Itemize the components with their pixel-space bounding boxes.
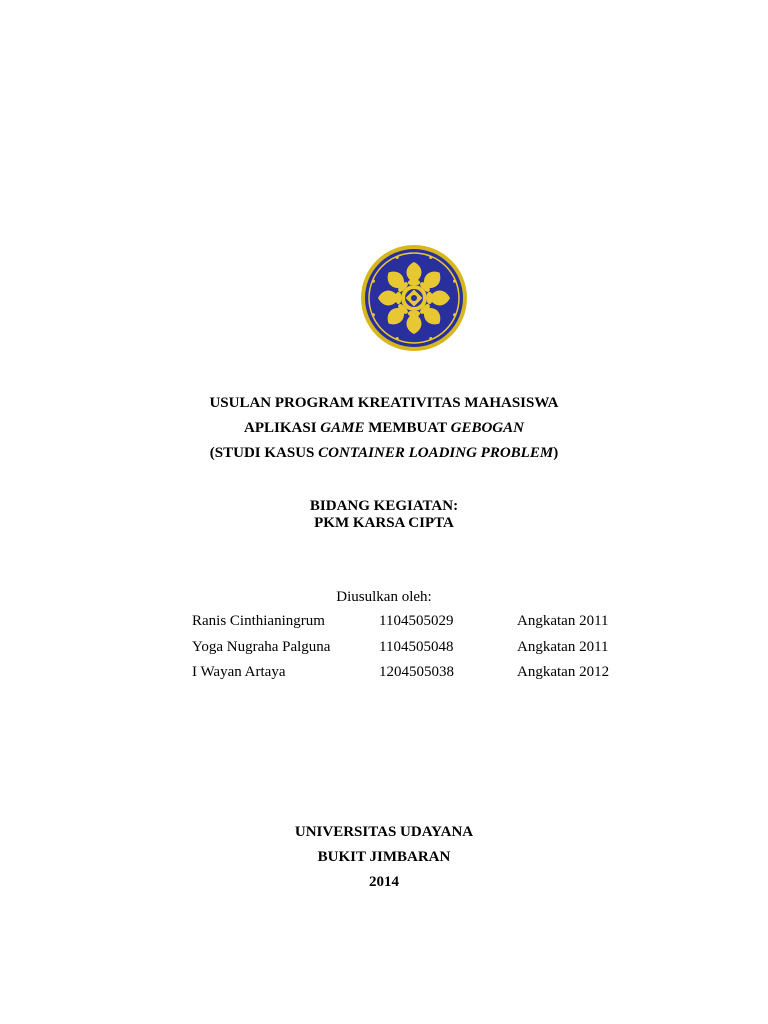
title-line2-part-b: GAME	[320, 420, 365, 436]
member-nim: 1204505038	[379, 664, 454, 680]
member-name: Yoga Nugraha Palguna	[192, 639, 331, 655]
title-line3-part-a: (STUDI KASUS	[209, 445, 319, 461]
title-line2-part-a: APLIKASI	[244, 420, 321, 436]
member-year: Angkatan 2011	[517, 613, 609, 629]
field-label: BIDANG KEGIATAN:	[309, 498, 459, 514]
title-line3-part-b: CONTAINER LOADING PROBLEM	[318, 445, 554, 461]
proposed-by-label: Diusulkan oleh:	[336, 589, 432, 605]
proposal-title-line2	[0, 419, 768, 437]
university-seal-icon	[360, 244, 468, 352]
proposal-title-line3	[0, 444, 768, 462]
member-nim: 1104505048	[379, 639, 454, 655]
member-row	[0, 664, 768, 684]
university-location: BUKIT JIMBARAN	[317, 849, 451, 865]
university-name: UNIVERSITAS UDAYANA	[294, 824, 474, 840]
title-line2-part-d: GEBOGAN	[450, 420, 524, 436]
title-line2-part-c: MEMBUAT	[364, 420, 451, 436]
member-name: Ranis Cinthianingrum	[192, 613, 325, 629]
member-row	[0, 639, 768, 659]
member-row	[0, 613, 768, 633]
field-value: PKM KARSA CIPTA	[314, 515, 454, 531]
document-year: 2014	[369, 874, 399, 890]
member-year: Angkatan 2011	[517, 639, 609, 655]
member-year: Angkatan 2012	[517, 664, 610, 680]
member-name: I Wayan Artaya	[192, 664, 286, 680]
proposal-title-line1: USULAN PROGRAM KREATIVITAS MAHASISWA	[209, 395, 559, 411]
title-line3-part-c: )	[553, 445, 559, 461]
member-nim: 1104505029	[379, 613, 454, 629]
